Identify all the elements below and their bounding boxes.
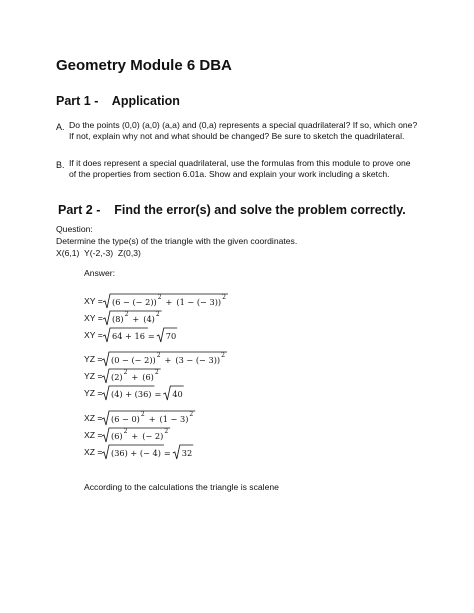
distance-label: XZ = xyxy=(84,413,103,423)
math-expression xyxy=(102,351,229,367)
answer-label: Answer: xyxy=(84,268,116,278)
plus-sign: + xyxy=(165,297,173,307)
math-row xyxy=(84,385,186,401)
exponent: 2 xyxy=(221,294,226,301)
plus-sign: + xyxy=(149,414,156,424)
coordinates: X(6,1) Y(-2,-3) Z(0,3) xyxy=(56,248,141,258)
exponent: 2 xyxy=(155,311,160,318)
math-row xyxy=(84,327,180,343)
sum-expression: (36) + (− 4) xyxy=(111,448,162,458)
math-row xyxy=(84,368,163,384)
distance-label: XZ = xyxy=(84,447,103,457)
term-a: (2) xyxy=(111,372,123,382)
question-label: Question: xyxy=(56,224,93,234)
exponent: 2 xyxy=(189,411,194,418)
document-title: Geometry Module 6 DBA xyxy=(56,57,232,74)
distance-label: YZ = xyxy=(84,371,103,381)
distance-label: XZ = xyxy=(84,430,103,440)
math-expression xyxy=(102,368,163,384)
term-a: (6) xyxy=(111,431,123,441)
math-expression xyxy=(102,444,196,460)
plus-sign: + xyxy=(131,431,139,441)
math-expression xyxy=(103,293,230,309)
exponent: 2 xyxy=(157,352,161,359)
term-a: (6 − 0) xyxy=(111,414,141,424)
item-a-letter: A. xyxy=(56,122,65,132)
item-a-text xyxy=(69,120,417,142)
distance-label: XY = xyxy=(84,296,103,306)
item-b-line-2: of the properties from section 6.01a. Show and explain your work including a sketch. xyxy=(69,169,390,179)
exponent: 2 xyxy=(123,428,128,435)
exponent: 2 xyxy=(123,369,128,376)
exponent: 2 xyxy=(155,369,160,376)
question-text: Determine the type(s) of the triangle with the given coordinates. xyxy=(56,236,298,246)
math-row xyxy=(84,427,173,443)
equals-sign: = xyxy=(154,389,162,399)
math-expression xyxy=(102,427,173,443)
math-expression xyxy=(102,385,186,401)
math-row xyxy=(84,410,198,426)
math-expression xyxy=(103,327,180,343)
plus-sign: + xyxy=(131,372,139,382)
conclusion: According to the calculations the triangle is scalene xyxy=(84,482,279,492)
math-expression xyxy=(102,410,198,426)
term-b: (3 − (− 3)) xyxy=(175,355,221,365)
item-b-text xyxy=(69,158,411,180)
term-b: (4) xyxy=(142,314,155,324)
item-b-letter: B. xyxy=(56,160,65,170)
plus-sign: + xyxy=(164,355,172,365)
item-b-line-1: If it does represent a special quadrilateral, use the formulas from this module to prove one xyxy=(69,158,411,168)
result-value: 32 xyxy=(182,448,193,458)
distance-label: XY = xyxy=(84,330,103,340)
exponent: 2 xyxy=(164,428,169,435)
distance-label: XY = xyxy=(84,313,103,323)
item-a-line-1: Do the points (0,0) (a,0) (a,a) and (0,a) represents a special quadrilateral? If so, which one? xyxy=(69,120,418,130)
term-b: (6) xyxy=(142,372,155,382)
exponent: 2 xyxy=(157,294,162,301)
part2-heading: Part 2 - Find the error(s) and solve the problem correctly. xyxy=(58,203,406,217)
distance-label: YZ = xyxy=(84,388,103,398)
sum-expression: 64 + 16 xyxy=(111,331,145,341)
equals-sign: = xyxy=(147,331,155,341)
distance-label: YZ = xyxy=(84,354,103,364)
term-a: (6 − (− 2)) xyxy=(111,297,157,307)
math-expression xyxy=(103,310,164,326)
term-a: (8) xyxy=(111,314,124,324)
plus-sign: + xyxy=(132,314,140,324)
term-a: (0 − (− 2)) xyxy=(111,355,157,365)
math-row xyxy=(84,444,196,460)
result-value: 40 xyxy=(172,389,184,399)
term-b: (− 2) xyxy=(142,431,164,441)
exponent: 2 xyxy=(221,352,226,359)
exponent: 2 xyxy=(124,311,129,318)
result-value: 70 xyxy=(165,331,176,341)
part1-heading: Part 1 - Application xyxy=(56,94,180,108)
term-b: (1 − 3) xyxy=(159,414,189,424)
item-a-line-2: If not, explain why not and what should be changed? Be sure to sketch the quadrilateral. xyxy=(69,131,405,141)
sum-expression: (4) + (36) xyxy=(111,389,152,399)
math-row xyxy=(84,310,164,326)
equals-sign: = xyxy=(164,448,172,458)
exponent: 2 xyxy=(141,411,146,418)
math-row xyxy=(84,293,230,309)
math-row xyxy=(84,351,229,367)
term-b: (1 − (− 3)) xyxy=(176,297,221,307)
